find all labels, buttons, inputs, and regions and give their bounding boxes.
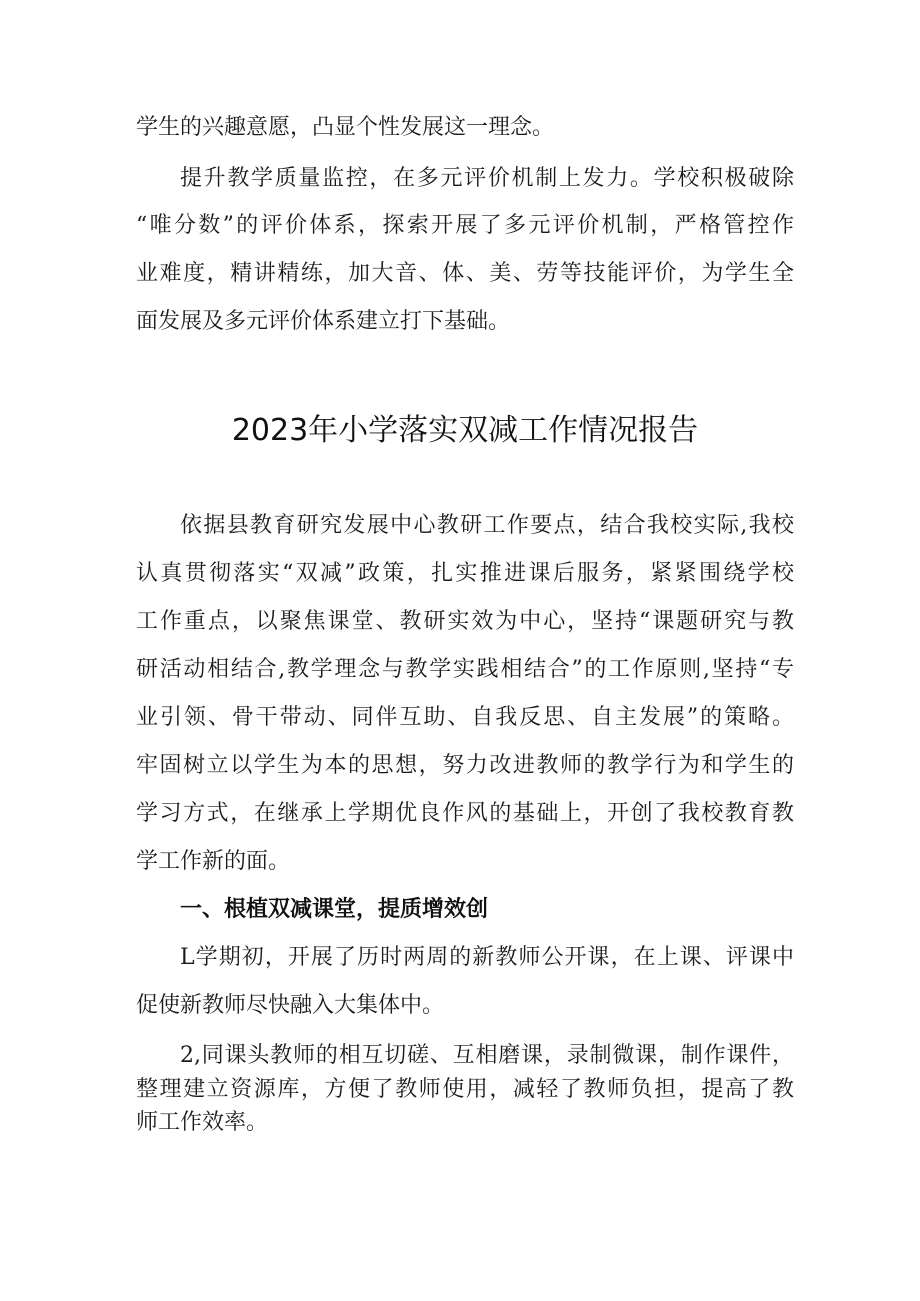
- paragraph-line: 提升教学质量监控，在多元评价机制上发力。学校积极破除: [180, 166, 794, 191]
- paragraph-line: 2,同课头教师的相互切磋、互相磨课，录制微课，制作课件，: [180, 1043, 794, 1068]
- paragraph-line: L学期初，开展了历时两周的新教师公开课，在上课、评课中: [180, 945, 794, 970]
- paragraph-line: 业引领、骨干带动、同伴互助、自我反思、自主发展”的策略。: [136, 705, 794, 730]
- paragraph-line: 业难度，精讲精练，加大音、体、美、劳等技能评价，为学生全: [136, 261, 794, 286]
- paragraph-line: 学工作新的面。: [136, 849, 291, 874]
- paragraph-line: 学生的兴趣意愿，凸显个性发展这一理念。: [136, 115, 555, 140]
- paragraph-line: 师工作效率。: [136, 1110, 269, 1135]
- paragraph-line: 依据县教育研究发展中心教研工作要点，结合我校实际,我校: [180, 513, 794, 538]
- paragraph-line: 工作重点，以聚焦课堂、教研实效为中心，坚持“课题研究与教: [136, 609, 794, 634]
- paragraph-line: 认真贯彻落实“双减”政策，扎实推进课后服务，紧紧围绕学校: [136, 561, 794, 586]
- paragraph-line: 面发展及多元评价体系建立打下基础。: [136, 309, 511, 334]
- paragraph-line: 牢固树立以学生为本的思想，努力改进教师的教学行为和学生的: [136, 753, 794, 778]
- paragraph-line: 促使新教师尽快融入大集体中。: [136, 993, 445, 1018]
- paragraph-line: 研活动相结合,教学理念与教学实践相结合”的工作原则,坚持“专: [136, 657, 794, 682]
- report-title: 2023年小学落实双减工作情况报告: [231, 413, 699, 448]
- section-heading: 一、根植双减课堂，提质增效创: [180, 897, 489, 922]
- paragraph-line: 整理建立资源库，方便了教师使用，减轻了教师负担，提高了教: [136, 1077, 794, 1102]
- paragraph-line: “唯分数”的评价体系，探索开展了多元评价机制，严格管控作: [136, 213, 794, 238]
- paragraph-line: 学习方式，在继承上学期优良作风的基础上，开创了我校教育教: [136, 801, 794, 826]
